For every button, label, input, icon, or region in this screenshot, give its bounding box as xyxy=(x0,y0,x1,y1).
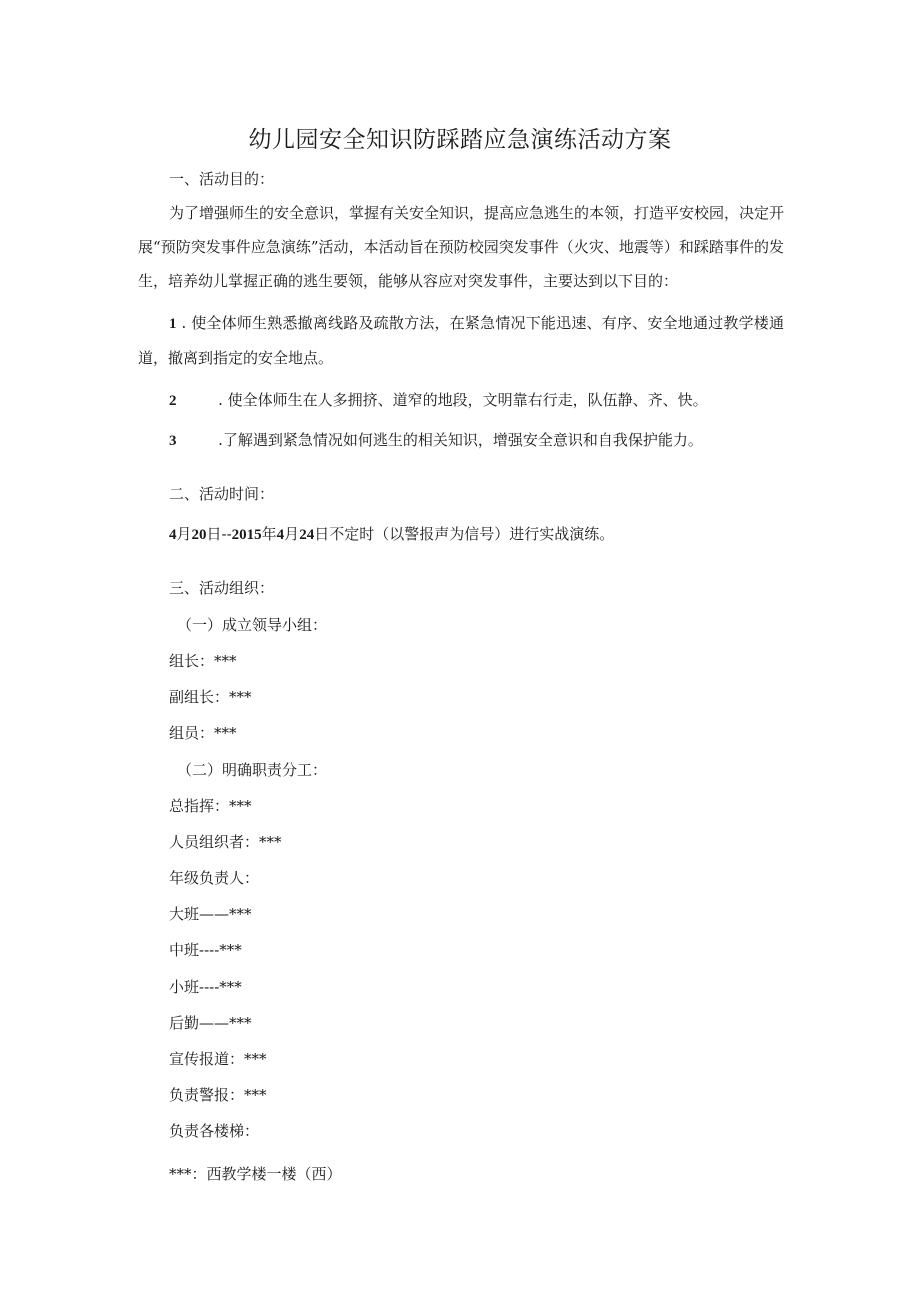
section-2-heading: 二、活动时间： xyxy=(169,485,275,503)
role-vice-leader: 副组长：*** xyxy=(169,688,252,706)
subsection-duties: （二）明确职责分工： xyxy=(177,761,328,779)
goal-item-2 xyxy=(169,390,708,411)
time-year: 2015 xyxy=(231,527,262,543)
role-small-class: 小班----*** xyxy=(169,978,242,996)
section-3-heading: 三、活动组织： xyxy=(169,579,275,597)
goal-item-1-number: 1 xyxy=(169,316,177,332)
role-grade-heads: 年级负责人： xyxy=(169,869,260,887)
time-month-end: 4 xyxy=(276,527,285,543)
role-logistics: 后勤——*** xyxy=(169,1014,252,1032)
section-1-heading: 一、活动目的： xyxy=(169,170,275,188)
goal-item-2-text: . 使全体师生在人多拥挤、道窄的地段，文明靠右行走，队伍静、齐、快。 xyxy=(218,391,708,409)
subsection-leadership: （一）成立领导小组： xyxy=(177,616,328,634)
stair-assignment-1: ***：西教学楼一楼（西） xyxy=(169,1165,342,1183)
activity-time xyxy=(169,524,614,545)
role-commander: 总指挥：*** xyxy=(169,797,252,815)
role-member: 组员：*** xyxy=(169,724,237,742)
role-publicity: 宣传报道：*** xyxy=(169,1050,267,1068)
goal-item-3-text: .了解遇到紧急情况如何逃生的相关知识，增强安全意识和自我保护能力。 xyxy=(218,431,703,449)
goal-item-1 xyxy=(138,306,784,375)
time-day-start: 20 xyxy=(191,527,207,543)
time-description: 日不定时（以警报声为信号）进行实战演练。 xyxy=(314,525,615,543)
time-unit-month: 月 xyxy=(176,525,192,543)
time-day-end: 24 xyxy=(299,527,315,543)
time-month-start: 4 xyxy=(169,527,177,543)
role-stairs: 负责各楼梯： xyxy=(169,1122,260,1140)
role-leader: 组长：*** xyxy=(169,652,237,670)
document-title: 幼儿园安全知识防踩踏应急演练活动方案 xyxy=(248,127,672,153)
role-alarm: 负责警报：*** xyxy=(169,1086,267,1104)
time-unit-day: 日-- xyxy=(206,525,232,543)
time-unit-year: 年 xyxy=(261,525,277,543)
role-organizer: 人员组织者：*** xyxy=(169,833,282,851)
section-1-intro: 为了增强师生的安全意识，掌握有关安全知识，提高应急逃生的本领，打造平安校园，决定开展“预防突发事件应急演练”活动，本活动旨在预防校园突发事件（火灾、地震等）和踩踏事件的发生，培养幼儿掌握正确的逃生要领，能够从容应对突发事件，主要达到以下目的： xyxy=(138,204,785,290)
time-unit-month-2: 月 xyxy=(284,525,300,543)
goal-item-3-number: 3 xyxy=(169,433,177,449)
goal-item-1-text: . 使全体师生熟悉撤离线路及疏散方法，在紧急情况下能迅速、有序、安全地通过教学楼通道，撤离到指定的安全地点。 xyxy=(138,314,784,367)
goal-item-3 xyxy=(169,430,703,451)
role-big-class: 大班——*** xyxy=(169,905,252,923)
role-middle-class: 中班----*** xyxy=(169,941,242,959)
goal-item-2-number: 2 xyxy=(169,393,177,409)
